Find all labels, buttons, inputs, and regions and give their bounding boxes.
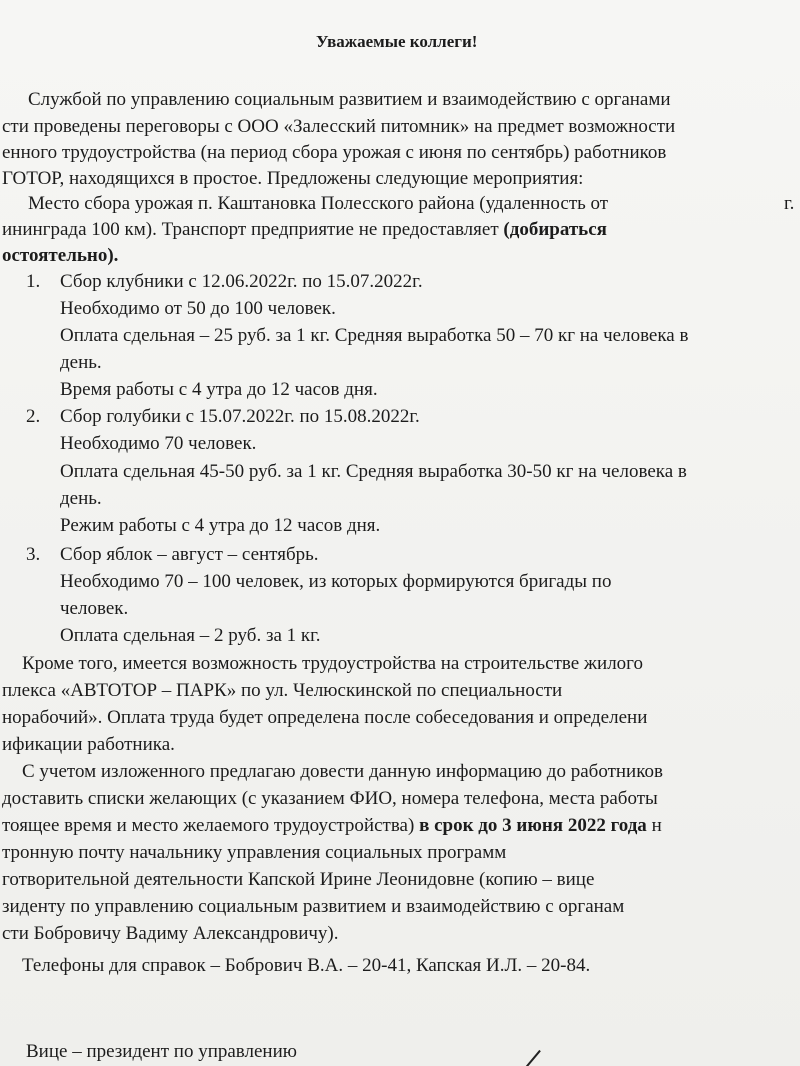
item-2-time: Режим работы с 4 утра до 12 часов дня. (60, 515, 381, 536)
paragraph-2-line-3: норабочий». Оплата труда будет определена после собеседования и определени (2, 707, 648, 728)
item-2-number: 2. (26, 406, 41, 427)
phones-line: Телефоны для справок – Бобрович В.А. – 20-41, Капская И.Л. – 20-84. (22, 955, 591, 976)
item-3-number: 3. (26, 544, 41, 565)
item-3-pay: Оплата сдельная – 2 руб. за 1 кг. (60, 625, 321, 646)
paragraph-1-line-1: Службой по управлению социальным развитием и взаимодействию с органами (28, 89, 671, 110)
paragraph-3-line-3 (2, 814, 662, 838)
letter-title: Уважаемые коллеги! (316, 32, 478, 51)
item-2-heading: Сбор голубики с 15.07.2022г. по 15.08.2022г. (60, 406, 420, 427)
place-line-2-bold: (добираться (503, 219, 607, 240)
item-1-need: Необходимо от 50 до 100 человек. (60, 298, 336, 319)
paragraph-2-line-4: ификации работника. (2, 734, 175, 755)
paragraph-3-line-1: С учетом изложенного предлагаю довести данную информацию до работников (22, 761, 663, 782)
paragraph-1-line-2: сти проведены переговоры с ООО «Залесский питомник» на предмет возможности (2, 116, 676, 137)
item-3-heading: Сбор яблок – август – сентябрь. (60, 544, 319, 565)
item-3-need-line-1: Необходимо 70 – 100 человек, из которых формируются бригады по (60, 571, 612, 592)
paragraph-3-line-3-end: н (651, 815, 662, 836)
place-line-1-end: г. (784, 193, 795, 214)
paragraph-1-line-4: ГОТОР, находящихся в простое. Предложены следующие мероприятия: (2, 168, 584, 189)
place-line-1: Место сбора урожая п. Каштановка Полесского района (удаленность от (28, 193, 609, 214)
item-1-pay-line-1: Оплата сдельная – 25 руб. за 1 кг. Средняя выработка 50 – 70 кг на человека в (60, 325, 689, 346)
paragraph-1-line-3: енного трудоустройства (на период сбора урожая с июня по сентябрь) работников (2, 142, 667, 163)
paragraph-3-line-4: тронную почту начальнику управления социальных программ (2, 842, 507, 863)
paragraph-3-line-7: сти Бобровичу Вадиму Александровичу). (2, 923, 339, 944)
place-line-3: остоятельно). (2, 245, 119, 266)
paragraph-2-line-1: Кроме того, имеется возможность трудоустройства на строительстве жилого (22, 653, 644, 674)
deadline-bold: в срок до 3 июня 2022 года (419, 815, 647, 836)
place-line-2 (2, 218, 607, 242)
item-2-pay-line-1: Оплата сдельная 45-50 руб. за 1 кг. Средняя выработка 30-50 кг на человека в (60, 461, 687, 482)
paragraph-3-line-6: зиденту по управлению социальным развитием и взаимодействию с органам (2, 896, 625, 917)
item-1-heading: Сбор клубники с 12.06.2022г. по 15.07.2022г. (60, 271, 423, 292)
item-1-time: Время работы с 4 утра до 12 часов дня. (60, 379, 378, 400)
item-2-need: Необходимо 70 человек. (60, 433, 257, 454)
signature-title: Вице – президент по управлению (26, 1041, 297, 1062)
paragraph-3-line-5: готворительной деятельности Капской Ирине Леонидовне (копию – вице (2, 869, 595, 890)
signature-stroke (525, 1050, 541, 1066)
item-2-pay-line-2: день. (60, 488, 102, 509)
item-1-pay-line-2: день. (60, 352, 102, 373)
item-3-need-line-2: человек. (60, 598, 129, 619)
place-line-2-text: ининграда 100 км). Транспорт предприятие не предоставляет (2, 219, 499, 240)
paragraph-3-line-2: доставить списки желающих (с указанием ФИО, номера телефона, места работы (2, 788, 658, 809)
paragraph-2-line-2: плекса «АВТОТОР – ПАРК» по ул. Челюскинской по специальности (2, 680, 563, 701)
paragraph-3-line-3-text: тоящее время и место желаемого трудоустройства) (2, 815, 415, 836)
item-1-number: 1. (26, 271, 41, 292)
